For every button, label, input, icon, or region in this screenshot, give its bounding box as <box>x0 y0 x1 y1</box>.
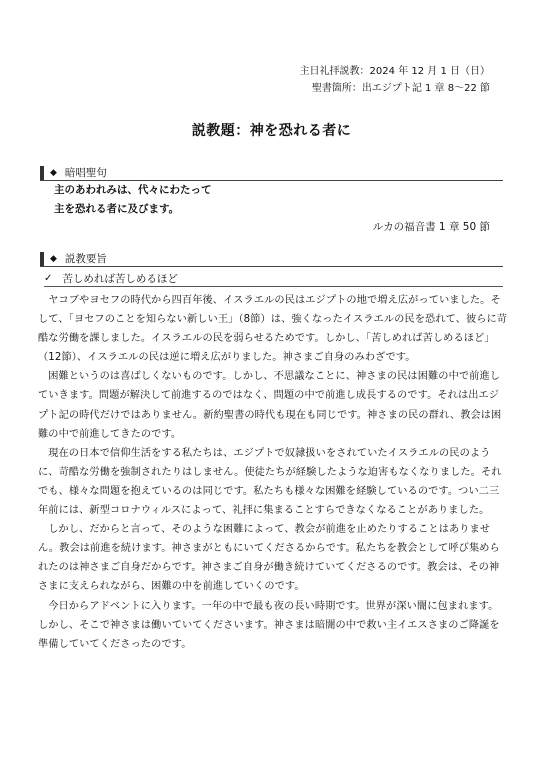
body-paragraph: ヤコブやヨセフの時代から四百年後、イスラエルの民はエジプトの地で増え広がっていました。そして、「ヨセフのことを知らない新しい王」（8節）は、強くなったイスラエルの民を恐れて、彼らに苛酷な労働を課しました。イスラエルの民を弱らせるためです。しかし、「苦しめれば苦しめるほど」（12節）、イスラエルの民は逆に増え広がりました。神さまご自身のみわざです。 <box>38 295 508 364</box>
sermon-body <box>38 291 508 654</box>
memory-verse-reference: ルカの福音書 1 章 50 節 <box>372 221 490 233</box>
body-paragraph: しかし、だからと言って、そのような困難によって、教会が前進を止めたりすることはありません。教会は前進を続けます。神さまがともにいてくださるからです。私たちを教会として呼び集められたのは神さまご自身だからです。神さまご自身が働き続けていてくださるのです。教会は、その神さまに支えられながら、困難の中を前進していくのです。 <box>38 524 500 593</box>
diamond-icon: ◆ <box>50 167 57 178</box>
section-heading-memory-verse <box>40 165 503 181</box>
section-label: 説教要旨 <box>64 253 107 265</box>
memory-verse-line: 主のあわれみは、代々にわたって <box>54 184 212 196</box>
sermon-title: 説教題：神を恐れる者に <box>191 123 352 139</box>
summary-subheading <box>44 270 503 287</box>
body-paragraph: 現在の日本で信仰生活をする私たちは、エジプトで奴隷扱いをされていたイスラエルの民のように、苛酷な労働を強制されたりはしません。使徒たちが経験したような迫害もなくなりました。それでも、様々な問題を抱えているのは同じです。私たちも様々な困難を経験しているのです。つい二三年前には、新型コロナウィルスによって、礼拝に集まることすらできなくなることがありました。 <box>38 447 502 517</box>
check-icon: ✓ <box>44 272 53 284</box>
body-paragraph: 困難というのは喜ばしくないものです。しかし、不思議なことに、神さまの民は困難の中で前進していきます。問題が解決して前進するのではなく、問題の中で前進し成長するのです。それは出エジプト記の時代だけではありません。新約聖書の時代も現在も同じです。神さまの民の群れ、教会は困難の中で前進してきたのです。 <box>38 371 502 440</box>
subheading-text: 苦しめれば苦しめるほど <box>62 272 178 285</box>
section-label: 暗唱聖句 <box>64 167 107 179</box>
memory-verse-line: 主を恐れる者に及びます。 <box>54 203 180 215</box>
body-paragraph: 今日からアドベントに入ります。一年の中で最も夜の長い時期です。世界が深い闇に包まれます。しかし、そこで神さまは働いていてくださいます。神さまは暗闇の中で救い主イエスさまのご降誕を準備していてくださったのです。 <box>38 600 500 650</box>
diamond-icon: ◆ <box>50 253 57 264</box>
scripture-reference: 聖書箇所：出エジプト記 1 章 8～22 節 <box>311 83 490 94</box>
section-heading-summary <box>40 251 503 267</box>
section-bar <box>40 252 44 266</box>
section-bar <box>40 166 44 180</box>
sermon-date: 主日礼拝説教：2024 年 12 月 1 日（日） <box>299 66 490 77</box>
